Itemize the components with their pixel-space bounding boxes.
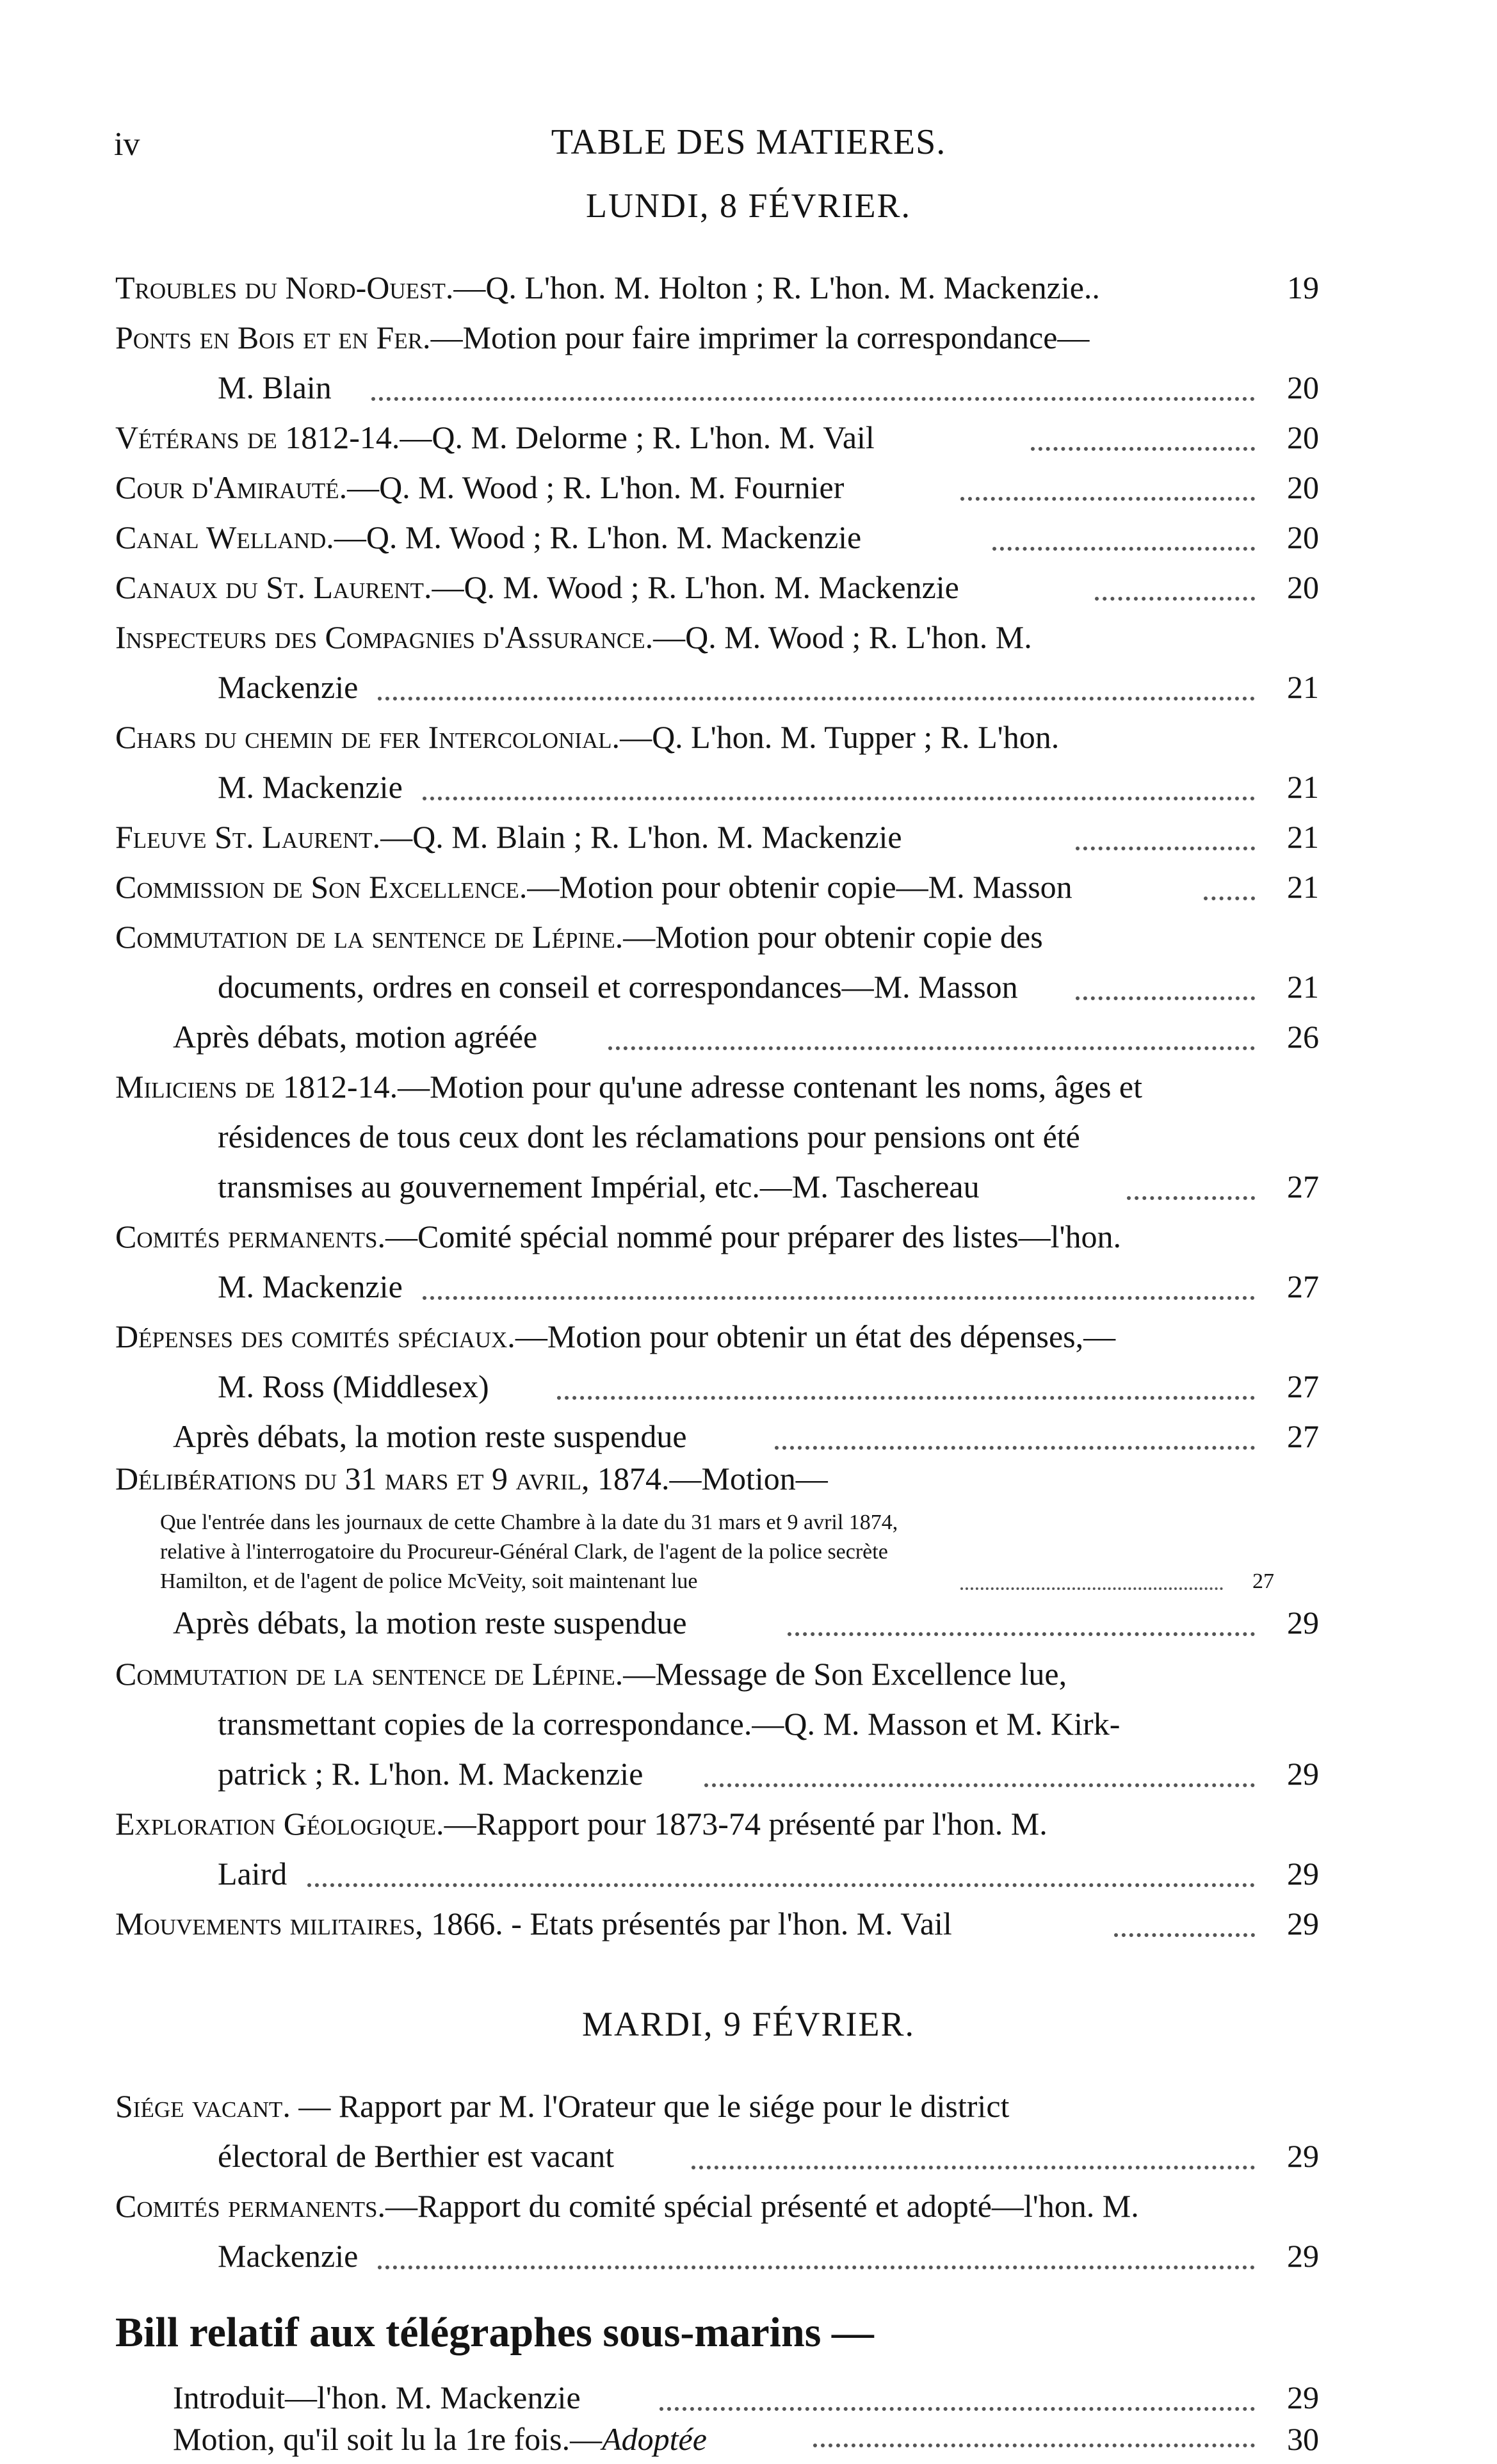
entry-page: 20 [1287, 569, 1319, 605]
entry-text: —Motion pour obtenir un état des dépenses,— [515, 1318, 1116, 1354]
entry-continuation: transmises au gouvernement Impérial, etc.—M. Taschereau [218, 1169, 980, 1204]
entry-text: — Rapport par M. l'Orateur que le siége pour le district [290, 2088, 1010, 2124]
quote-line: Que l'entrée dans les journaux de cette Chambre à la date du 31 mars et 9 avril 1874, [160, 1511, 898, 1534]
entry-title: Délibérations du 31 mars et 9 avril, [115, 1461, 590, 1496]
toc-entry [115, 1454, 1319, 1504]
entry-text: —Q. L'hon. M. Holton ; R. L'hon. M. Mackenzie.. [453, 270, 1100, 305]
entry-title: Inspecteurs des Compagnies d'Assurance. [115, 619, 654, 655]
bill-item-text: Motion, qu'il soit lu la 1re fois.— [173, 2421, 603, 2457]
entry-text: —Q. M. Delorme ; R. L'hon. M. Vail [400, 419, 875, 455]
entry-page: 21 [1287, 819, 1319, 855]
entry-continuation: Mackenzie [218, 669, 359, 705]
entry-title: Exploration Géologique. [115, 1806, 444, 1842]
toc-subentry [173, 1012, 1319, 1062]
entry-continuation: électoral de Berthier est vacant [218, 2138, 615, 2174]
entry-title: Dépenses des comités spéciaux. [115, 1318, 515, 1354]
entry-title: Canaux du St. Laurent. [115, 569, 432, 605]
entry-text: 1866. - Etats présentés par l'hon. M. Vail [423, 1906, 952, 1941]
entry-text: —Motion pour obtenir copie—M. Masson [527, 869, 1072, 905]
running-title: TABLE DES MATIERES. [551, 122, 946, 162]
entry-continuation: Mackenzie [218, 2238, 359, 2274]
entry-title: Cour d'Amirauté. [115, 469, 348, 505]
entry-page: 29 [1287, 2379, 1319, 2415]
entry-title: Vétérans de 1812-14. [115, 419, 400, 455]
entry-page: 30 [1287, 2421, 1319, 2457]
entry-page: 27 [1287, 1268, 1319, 1304]
toc-entry [115, 412, 1319, 462]
toc-entry [115, 1799, 1319, 1899]
toc-entry [115, 562, 1319, 612]
entry-continuation: Laird [218, 1856, 287, 1892]
toc-entry [115, 2181, 1319, 2281]
day-heading-mardi: MARDI, 9 FÉVRIER. [581, 2005, 916, 2043]
day-heading-lundi: LUNDI, 8 FÉVRIER. [586, 186, 911, 225]
entry-page: 27 [1287, 1368, 1319, 1404]
subentry-text: Après débats, la motion reste suspendue [173, 1418, 687, 1454]
toc-entry [115, 912, 1319, 1012]
entry-text: —Q. M. Wood ; R. L'hon. M. [653, 619, 1032, 655]
entry-title: Comités permanents. [115, 2188, 385, 2224]
entry-page: 20 [1287, 519, 1319, 555]
entry-continuation: M. Mackenzie [218, 769, 403, 805]
bill-item-status: Adoptée [602, 2421, 707, 2457]
entry-page: 29 [1287, 2138, 1319, 2174]
toc-entry [115, 862, 1319, 912]
toc-entry [115, 1311, 1319, 1411]
entry-text: —Message de Son Excellence lue, [623, 1656, 1067, 1692]
toc-entry [115, 1899, 1319, 1949]
toc-entry [115, 1062, 1319, 1212]
entry-page: 21 [1287, 769, 1319, 805]
entry-title: Siége vacant. [115, 2088, 291, 2124]
entry-title: Commission de Son Excellence. [115, 869, 528, 905]
toc-entry [115, 812, 1319, 862]
entry-continuation: M. Ross (Middlesex) [218, 1368, 489, 1404]
entry-page: 29 [1287, 1605, 1319, 1641]
entry-page: 21 [1287, 669, 1319, 705]
entry-title: Commutation de la sentence de Lépine. [115, 1656, 624, 1692]
bill-item [173, 2414, 1319, 2459]
entry-page: 26 [1287, 1019, 1319, 1055]
bill-item-text: Introduit—l'hon. M. Mackenzie [173, 2379, 581, 2415]
entry-page: 29 [1287, 1906, 1319, 1941]
entry-text: —Motion pour qu'une adresse contenant les noms, âges et [398, 1069, 1142, 1105]
entry-text: 1874.—Motion— [589, 1461, 828, 1496]
entry-page: 27 [1252, 1569, 1274, 1593]
entry-continuation: M. Mackenzie [218, 1268, 403, 1304]
quoted-motion [160, 1508, 1274, 1596]
entry-page: 20 [1287, 419, 1319, 455]
entry-continuation: transmettant copies de la correspondance.—Q. M. Masson et M. Kirk- [218, 1706, 1121, 1742]
entry-text: —Q. M. Wood ; R. L'hon. M. Mackenzie [334, 519, 862, 555]
entry-text: —Motion pour obtenir copie des [623, 919, 1043, 955]
entry-page: 27 [1287, 1169, 1319, 1204]
toc-entry [115, 612, 1319, 712]
entry-page: 21 [1287, 969, 1319, 1005]
subentry-text: Après débats, motion agréée [173, 1019, 538, 1055]
entry-page: 20 [1287, 469, 1319, 505]
entry-continuation: M. Blain [218, 369, 332, 405]
toc-entry [115, 2081, 1319, 2181]
subentry-text: Après débats, la motion reste suspendue [173, 1605, 687, 1641]
toc-entry [115, 512, 1319, 562]
entry-text: —Rapport du comité spécial présenté et adopté—l'hon. M. [385, 2188, 1139, 2224]
toc-entry [115, 1212, 1319, 1311]
entry-page: 21 [1287, 869, 1319, 905]
entry-text: —Motion pour faire imprimer la correspondance— [430, 320, 1090, 355]
bill-heading: Bill relatif aux télégraphes sous-marins — [115, 2309, 874, 2356]
entry-title: Fleuve St. Laurent. [115, 819, 381, 855]
entry-title: Canal Welland. [115, 519, 334, 555]
entry-text: —Q. M. Wood ; R. L'hon. M. Fournier [347, 469, 845, 505]
entry-text: —Q. M. Wood ; R. L'hon. M. Mackenzie [432, 569, 959, 605]
toc-entry [115, 312, 1319, 412]
entry-title: Troubles du Nord-Ouest. [115, 270, 454, 305]
entry-page: 29 [1287, 1756, 1319, 1792]
entry-page: 29 [1287, 2238, 1319, 2274]
entry-text: —Rapport pour 1873-74 présenté par l'hon. M. [444, 1806, 1048, 1842]
entry-text: —Q. L'hon. M. Tupper ; R. L'hon. [620, 719, 1060, 755]
toc-entry [115, 462, 1319, 512]
toc-subentry [173, 1598, 1319, 1648]
entry-text: —Q. M. Blain ; R. L'hon. M. Mackenzie [380, 819, 902, 855]
entry-text: —Comité spécial nommé pour préparer des listes—l'hon. [385, 1219, 1122, 1254]
quote-line: relative à l'interrogatoire du Procureur-Général Clark, de l'agent de la police secrète [160, 1540, 888, 1564]
entry-title: Mouvements militaires, [115, 1906, 423, 1941]
entry-title: Commutation de la sentence de Lépine. [115, 919, 624, 955]
page-number: iv [114, 126, 140, 163]
entry-continuation: résidences de tous ceux dont les réclamations pour pensions ont été [218, 1119, 1080, 1155]
entry-title: Comités permanents. [115, 1219, 385, 1254]
entry-page: 27 [1287, 1418, 1319, 1454]
entry-page: 19 [1287, 270, 1319, 305]
toc-entry [115, 1649, 1319, 1799]
entry-page: 29 [1287, 1856, 1319, 1892]
entry-continuation: patrick ; R. L'hon. M. Mackenzie [218, 1756, 643, 1792]
entry-continuation: documents, ordres en conseil et correspondances—M. Masson [218, 969, 1018, 1005]
toc-entry [115, 263, 1319, 312]
entry-title: Chars du chemin de fer Intercolonial. [115, 719, 620, 755]
quote-line: Hamilton, et de l'agent de police McVeity, soit maintenant lue [160, 1569, 698, 1593]
entry-page: 20 [1287, 369, 1319, 405]
toc-entry [115, 712, 1319, 812]
entry-title: Miliciens de 1812-14. [115, 1069, 398, 1105]
entry-title: Ponts en Bois et en Fer. [115, 320, 431, 355]
